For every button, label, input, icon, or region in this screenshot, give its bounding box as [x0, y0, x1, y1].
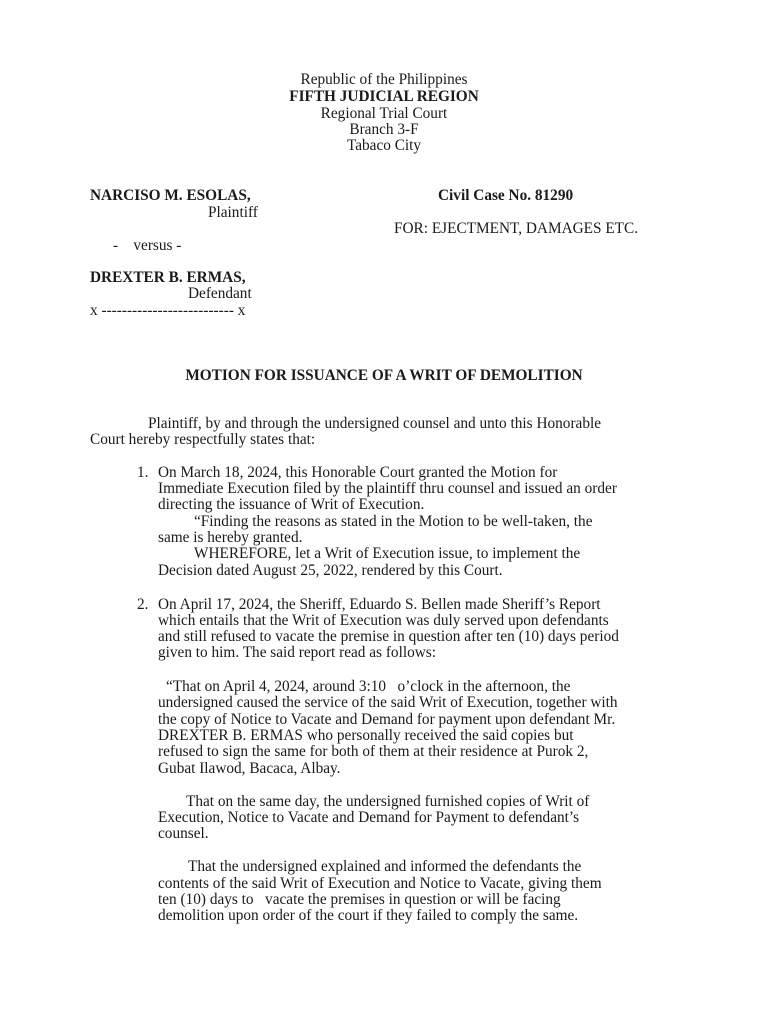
header-branch: Branch 3-F	[349, 121, 419, 138]
report-line: ten (10) days to vacate the premises in question or will be facing	[158, 891, 561, 908]
quote-line: same is hereby granted.	[158, 529, 303, 546]
quote-line: WHEREFORE, let a Writ of Execution issue, to implement the	[194, 545, 581, 562]
header-court: Regional Trial Court	[320, 105, 448, 122]
report-line: the copy of Notice to Vacate and Demand for payment upon defendant Mr.	[158, 711, 616, 728]
intro-line-2: Court hereby respectfully states that:	[90, 431, 316, 448]
intro-line-1: Plaintiff, by and through the undersigned counsel and unto this Honorable	[148, 415, 602, 432]
item-line: given to him. The said report read as follows:	[158, 644, 436, 661]
report-line: “That on April 4, 2024, around 3:10 o’clock in the afternoon, the	[166, 678, 571, 695]
plaintiff-label: Plaintiff	[208, 204, 258, 221]
report-line: counsel.	[158, 825, 209, 842]
item-line: which entails that the Writ of Execution was duly served upon defendants	[158, 612, 609, 629]
case-number: Civil Case No. 81290	[438, 187, 574, 204]
report-line: undersigned caused the service of the said Writ of Execution, together with	[158, 694, 618, 711]
plaintiff-name: NARCISO M. ESOLAS,	[90, 187, 251, 204]
versus-label: - versus -	[113, 237, 182, 254]
item-number: 2.	[137, 596, 149, 613]
report-line: Gubat Ilawod, Bacaca, Albay.	[158, 760, 341, 777]
quote-line: Decision dated August 25, 2022, rendered by this Court.	[158, 562, 503, 579]
report-line: Execution, Notice to Vacate and Demand for Payment to defendant’s	[158, 809, 580, 826]
item-line: and still refused to vacate the premise in question after ten (10) days period	[158, 628, 619, 645]
case-nature: FOR: EJECTMENT, DAMAGES ETC.	[394, 220, 639, 237]
defendant-label: Defendant	[188, 285, 252, 302]
item-line: directing the issuance of Writ of Execution.	[158, 496, 425, 513]
item-line: On April 17, 2024, the Sheriff, Eduardo S. Bellen made Sheriff’s Report	[158, 596, 601, 613]
item-line: Immediate Execution filed by the plaintiff thru counsel and issued an order	[158, 480, 617, 497]
item-line: On March 18, 2024, this Honorable Court granted the Motion for	[158, 464, 558, 481]
quote-line: “Finding the reasons as stated in the Motion to be well-taken, the	[194, 513, 593, 530]
report-line: demolition upon order of the court if they failed to comply the same.	[158, 907, 579, 924]
report-line: refused to sign the same for both of them at their residence at Purok 2,	[158, 743, 589, 760]
report-line: That the undersigned explained and informed the defendants the	[188, 858, 582, 875]
caption-separator: x -------------------------- x	[90, 302, 246, 319]
defendant-name: DREXTER B. ERMAS,	[90, 269, 246, 286]
header-city: Tabaco City	[346, 137, 422, 154]
header-republic: Republic of the Philippines	[300, 71, 468, 88]
header-region: FIFTH JUDICIAL REGION	[289, 88, 479, 105]
item-number: 1.	[137, 464, 149, 481]
report-line: DREXTER B. ERMAS who personally received the said copies but	[158, 727, 574, 744]
document-title: MOTION FOR ISSUANCE OF A WRIT OF DEMOLITION	[185, 367, 583, 384]
report-line: That on the same day, the undersigned furnished copies of Writ of	[186, 793, 590, 810]
report-line: contents of the said Writ of Execution and Notice to Vacate, giving them	[158, 875, 602, 892]
